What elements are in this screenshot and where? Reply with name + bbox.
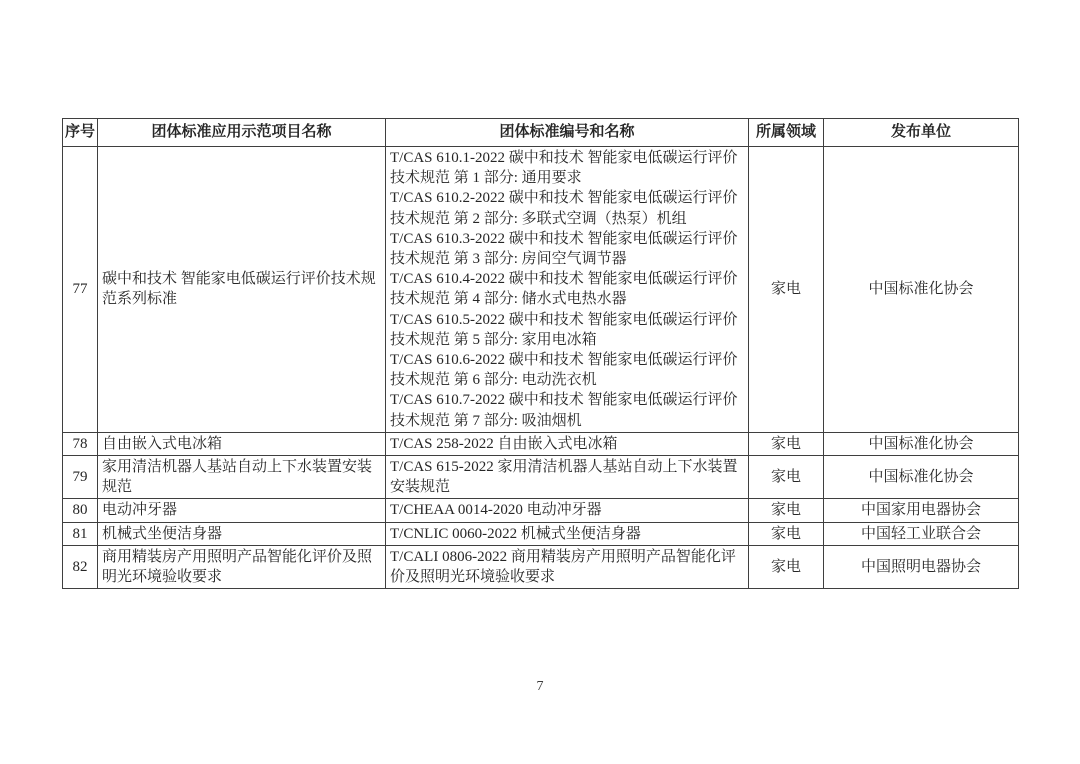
- cell-project-name: 自由嵌入式电冰箱: [98, 432, 386, 455]
- cell-serial-number: 82: [63, 545, 98, 588]
- table-row: [63, 456, 1019, 499]
- header-project-name: 团体标准应用示范项目名称: [98, 119, 386, 147]
- cell-serial-number: 81: [63, 522, 98, 545]
- cell-project-name: 商用精装房产用照明产品智能化评价及照明光环境验收要求: [98, 545, 386, 588]
- cell-standards: [386, 522, 749, 545]
- cell-field: 家电: [749, 147, 824, 433]
- standard-entry: T/CNLIC 0060-2022 机械式坐便洁身器: [390, 525, 641, 542]
- header-field: 所属领域: [749, 119, 824, 147]
- standard-entry: T/CAS 610.7-2022 碳中和技术 智能家电低碳运行评价技术规范 第 7 部分: 吸油烟机: [390, 392, 738, 429]
- standard-entry: T/CAS 615-2022 家用清洁机器人基站自动上下水装置安装规范: [390, 459, 738, 496]
- table-row: [63, 545, 1019, 588]
- cell-standards: [386, 499, 749, 522]
- cell-serial-number: 79: [63, 456, 98, 499]
- page-number: 7: [536, 679, 544, 694]
- header-serial-number: 序号: [63, 119, 98, 147]
- header-standard-number-name: 团体标准编号和名称: [386, 119, 749, 147]
- cell-field: 家电: [749, 522, 824, 545]
- cell-field: 家电: [749, 432, 824, 455]
- standard-entry: T/CAS 610.5-2022 碳中和技术 智能家电低碳运行评价技术规范 第 5 部分: 家用电冰箱: [390, 311, 738, 348]
- standard-entry: T/CAS 258-2022 自由嵌入式电冰箱: [390, 435, 618, 452]
- cell-standards: [386, 147, 749, 433]
- cell-project-name: 机械式坐便洁身器: [98, 522, 386, 545]
- cell-publisher: 中国标准化协会: [824, 432, 1019, 455]
- cell-project-name: 家用清洁机器人基站自动上下水装置安装规范: [98, 456, 386, 499]
- header-publisher: 发布单位: [824, 119, 1019, 147]
- cell-field: 家电: [749, 456, 824, 499]
- table-row: [63, 147, 1019, 433]
- standard-entry: T/CHEAA 0014-2020 电动冲牙器: [390, 502, 602, 519]
- table-row: [63, 499, 1019, 522]
- cell-standards: [386, 432, 749, 455]
- cell-project-name: 电动冲牙器: [98, 499, 386, 522]
- standard-entry: T/CAS 610.6-2022 碳中和技术 智能家电低碳运行评价技术规范 第 6 部分: 电动洗衣机: [390, 352, 738, 389]
- cell-publisher: 中国标准化协会: [824, 456, 1019, 499]
- cell-serial-number: 78: [63, 432, 98, 455]
- cell-project-name: 碳中和技术 智能家电低碳运行评价技术规范系列标准: [98, 147, 386, 433]
- cell-standards: [386, 545, 749, 588]
- cell-serial-number: 80: [63, 499, 98, 522]
- standards-table-body: [63, 147, 1019, 589]
- standard-entry: T/CAS 610.1-2022 碳中和技术 智能家电低碳运行评价技术规范 第 1 部分: 通用要求: [390, 150, 738, 187]
- cell-standards: [386, 456, 749, 499]
- cell-publisher: 中国轻工业联合会: [824, 522, 1019, 545]
- standard-entry: T/CAS 610.2-2022 碳中和技术 智能家电低碳运行评价技术规范 第 2 部分: 多联式空调（热泵）机组: [390, 190, 738, 227]
- cell-field: 家电: [749, 499, 824, 522]
- cell-field: 家电: [749, 545, 824, 588]
- table-row: [63, 522, 1019, 545]
- cell-publisher: 中国家用电器协会: [824, 499, 1019, 522]
- standards-table: [62, 118, 1019, 589]
- table-row: [63, 432, 1019, 455]
- cell-publisher: 中国照明电器协会: [824, 545, 1019, 588]
- standard-entry: T/CAS 610.4-2022 碳中和技术 智能家电低碳运行评价技术规范 第 4 部分: 储水式电热水器: [390, 271, 738, 308]
- standard-entry: T/CALI 0806-2022 商用精装房产用照明产品智能化评价及照明光环境验收要求: [390, 548, 736, 586]
- cell-serial-number: 77: [63, 147, 98, 433]
- cell-publisher: 中国标准化协会: [824, 147, 1019, 433]
- table-header-row: [63, 119, 1019, 147]
- standard-entry: T/CAS 610.3-2022 碳中和技术 智能家电低碳运行评价技术规范 第 3 部分: 房间空气调节器: [390, 230, 738, 268]
